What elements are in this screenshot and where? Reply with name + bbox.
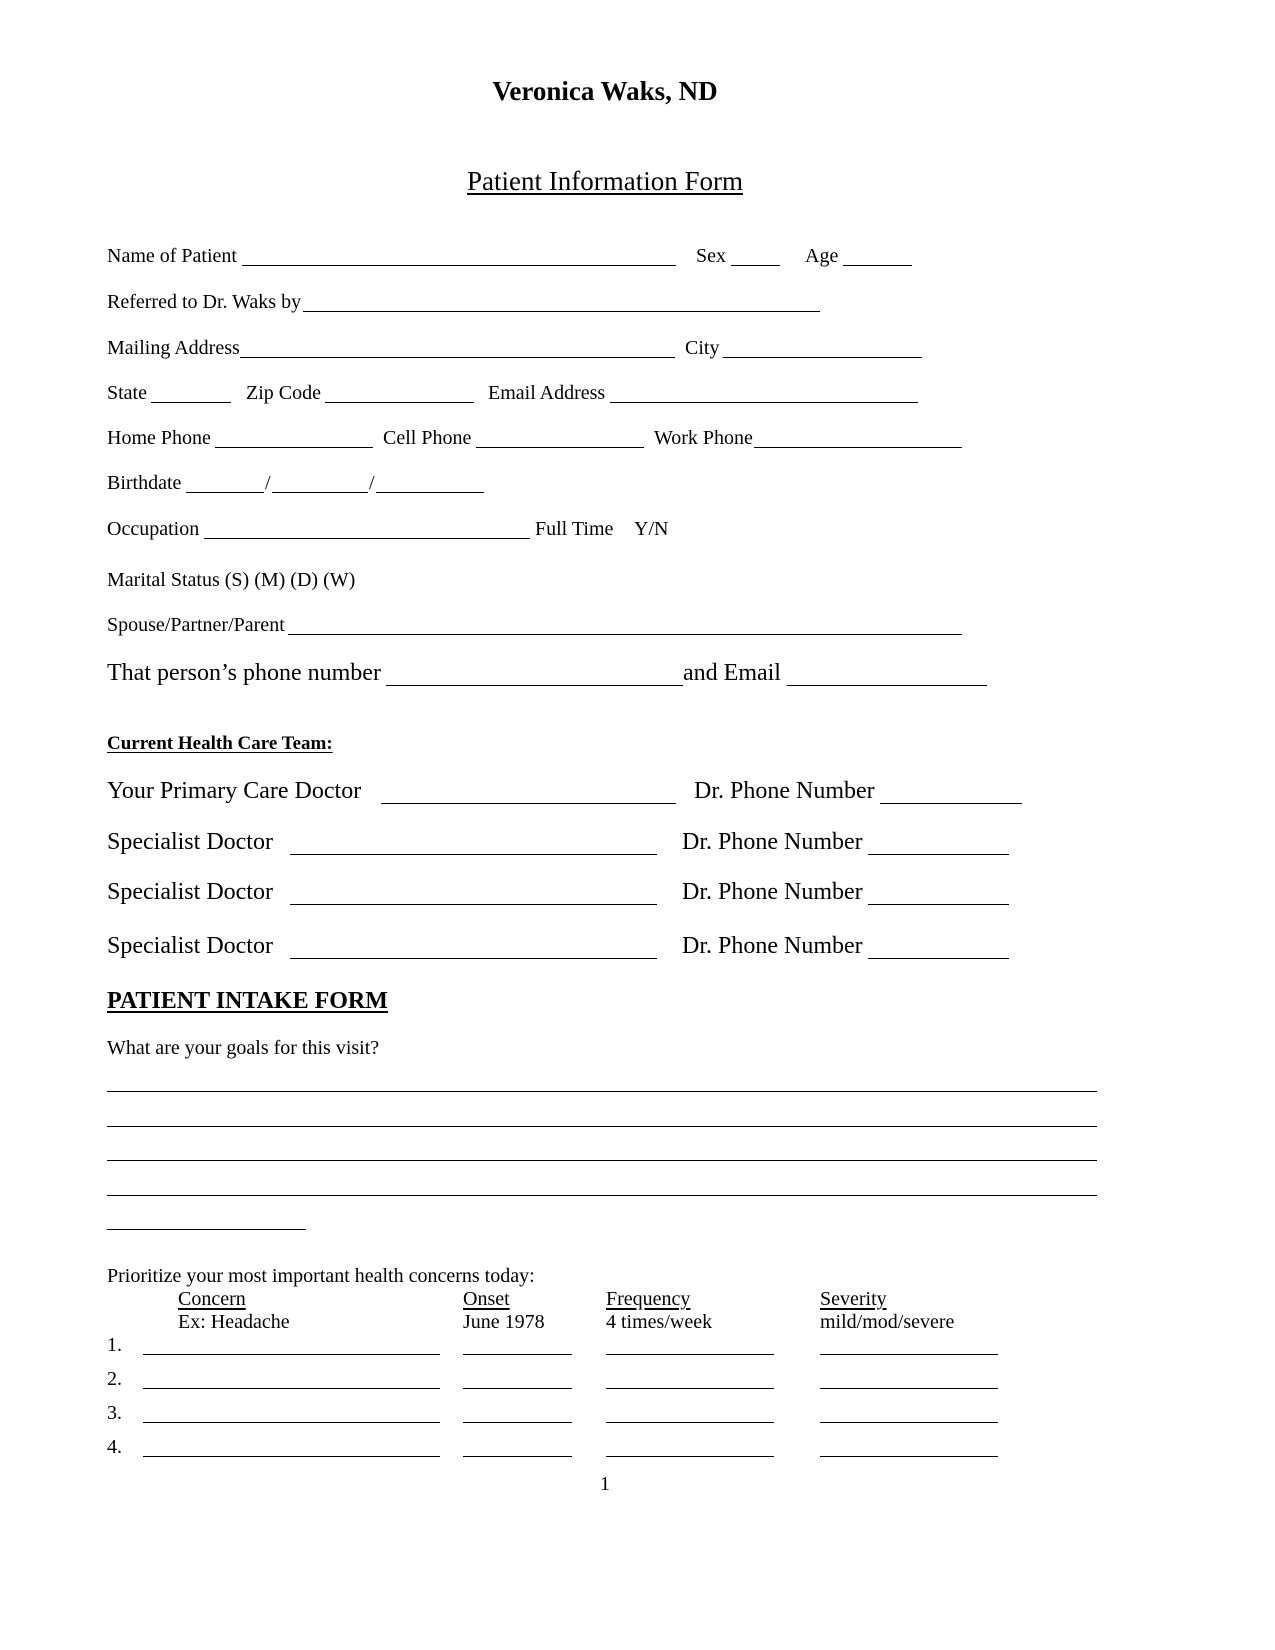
severity-field[interactable] [820, 1354, 998, 1355]
frequency-field[interactable] [606, 1354, 774, 1355]
primary-care-field[interactable] [381, 803, 676, 804]
primary-care-label: Your Primary Care Doctor [107, 778, 362, 804]
zip-code-field[interactable] [325, 402, 474, 403]
row-number: 3. [107, 1402, 122, 1424]
concern-field[interactable] [143, 1456, 440, 1457]
row-number: 2. [107, 1368, 122, 1390]
age-field[interactable] [843, 265, 912, 266]
column-header-frequency: Frequency [606, 1288, 691, 1310]
form-title: Patient Information Form [467, 166, 743, 196]
severity-field[interactable] [820, 1456, 998, 1457]
sex-label: Sex [696, 245, 726, 267]
intake-heading: PATIENT INTAKE FORM [107, 988, 388, 1014]
concerns-prompt: Prioritize your most important health concerns today: [107, 1265, 535, 1287]
full-time-options[interactable]: Y/N [634, 518, 669, 540]
specialist-2-phone-field[interactable] [868, 904, 1009, 905]
row-number: 4. [107, 1436, 122, 1458]
birthdate-month-field[interactable] [186, 492, 264, 493]
zip-code-label: Zip Code [246, 382, 321, 404]
care-team-heading: Current Health Care Team: [107, 733, 333, 754]
email-field[interactable] [610, 402, 918, 403]
goals-line[interactable] [107, 1195, 1097, 1196]
onset-field[interactable] [463, 1388, 572, 1389]
cell-phone-label: Cell Phone [383, 427, 472, 449]
column-header-concern: Concern [178, 1288, 246, 1310]
specialist-2-field[interactable] [290, 904, 657, 905]
email-label: Email Address [488, 382, 606, 404]
goals-question: What are your goals for this visit? [107, 1037, 380, 1059]
birthdate-label: Birthdate [107, 472, 182, 494]
example-severity: mild/mod/severe [820, 1311, 955, 1333]
example-frequency: 4 times/week [606, 1311, 713, 1333]
sex-field[interactable] [731, 265, 780, 266]
person-email-label: and Email [683, 660, 781, 686]
goals-line[interactable] [107, 1126, 1097, 1127]
goals-line[interactable] [107, 1160, 1097, 1161]
referred-field[interactable] [303, 311, 820, 312]
person-email-field[interactable] [787, 685, 987, 686]
marital-status-label[interactable]: Marital Status (S) (M) (D) (W) [107, 569, 356, 591]
birthdate-day-field[interactable] [272, 492, 368, 493]
frequency-field[interactable] [606, 1456, 774, 1457]
onset-field[interactable] [463, 1354, 572, 1355]
spouse-partner-parent-field[interactable] [288, 634, 962, 635]
frequency-field[interactable] [606, 1422, 774, 1423]
specialist-phone-label: Dr. Phone Number [682, 829, 863, 855]
primary-phone-label: Dr. Phone Number [694, 778, 875, 804]
specialist-phone-label: Dr. Phone Number [682, 879, 863, 905]
home-phone-field[interactable] [215, 447, 373, 448]
city-field[interactable] [723, 357, 922, 358]
frequency-field[interactable] [606, 1388, 774, 1389]
row-number: 1. [107, 1334, 122, 1356]
example-concern: Ex: Headache [178, 1311, 290, 1333]
specialist-phone-label: Dr. Phone Number [682, 933, 863, 959]
occupation-label: Occupation [107, 518, 200, 540]
goals-line[interactable] [107, 1229, 306, 1230]
full-time-label: Full Time [535, 518, 614, 540]
state-label: State [107, 382, 147, 404]
city-label: City [685, 337, 720, 359]
specialist-1-field[interactable] [290, 854, 657, 855]
column-header-severity: Severity [820, 1288, 887, 1310]
severity-field[interactable] [820, 1422, 998, 1423]
specialist-label: Specialist Doctor [107, 933, 273, 959]
mailing-address-label: Mailing Address [107, 337, 240, 359]
specialist-3-field[interactable] [290, 958, 657, 959]
practitioner-name: Veronica Waks, ND [492, 76, 718, 106]
page-number: 1 [600, 1473, 610, 1495]
birthdate-year-field[interactable] [376, 492, 484, 493]
specialist-label: Specialist Doctor [107, 879, 273, 905]
referred-label: Referred to Dr. Waks by [107, 291, 302, 313]
name-field[interactable] [242, 265, 676, 266]
specialist-1-phone-field[interactable] [868, 854, 1009, 855]
home-phone-label: Home Phone [107, 427, 211, 449]
mailing-address-field[interactable] [240, 357, 675, 358]
age-label: Age [805, 245, 839, 267]
name-label: Name of Patient [107, 245, 237, 267]
birthdate-separator: / [369, 472, 375, 494]
work-phone-field[interactable] [754, 447, 962, 448]
concern-field[interactable] [143, 1354, 440, 1355]
occupation-field[interactable] [204, 538, 530, 539]
spouse-partner-parent-label: Spouse/Partner/Parent [107, 614, 285, 636]
onset-field[interactable] [463, 1422, 572, 1423]
severity-field[interactable] [820, 1388, 998, 1389]
person-phone-field[interactable] [386, 685, 683, 686]
onset-field[interactable] [463, 1456, 572, 1457]
concern-field[interactable] [143, 1422, 440, 1423]
cell-phone-field[interactable] [476, 447, 644, 448]
goals-line[interactable] [107, 1091, 1097, 1092]
person-phone-label: That person’s phone number [107, 660, 381, 686]
state-field[interactable] [151, 402, 231, 403]
specialist-3-phone-field[interactable] [868, 958, 1009, 959]
example-onset: June 1978 [463, 1311, 545, 1333]
specialist-label: Specialist Doctor [107, 829, 273, 855]
primary-phone-field[interactable] [880, 803, 1022, 804]
birthdate-separator: / [265, 472, 271, 494]
concern-field[interactable] [143, 1388, 440, 1389]
column-header-onset: Onset [463, 1288, 510, 1310]
work-phone-label: Work Phone [654, 427, 753, 449]
